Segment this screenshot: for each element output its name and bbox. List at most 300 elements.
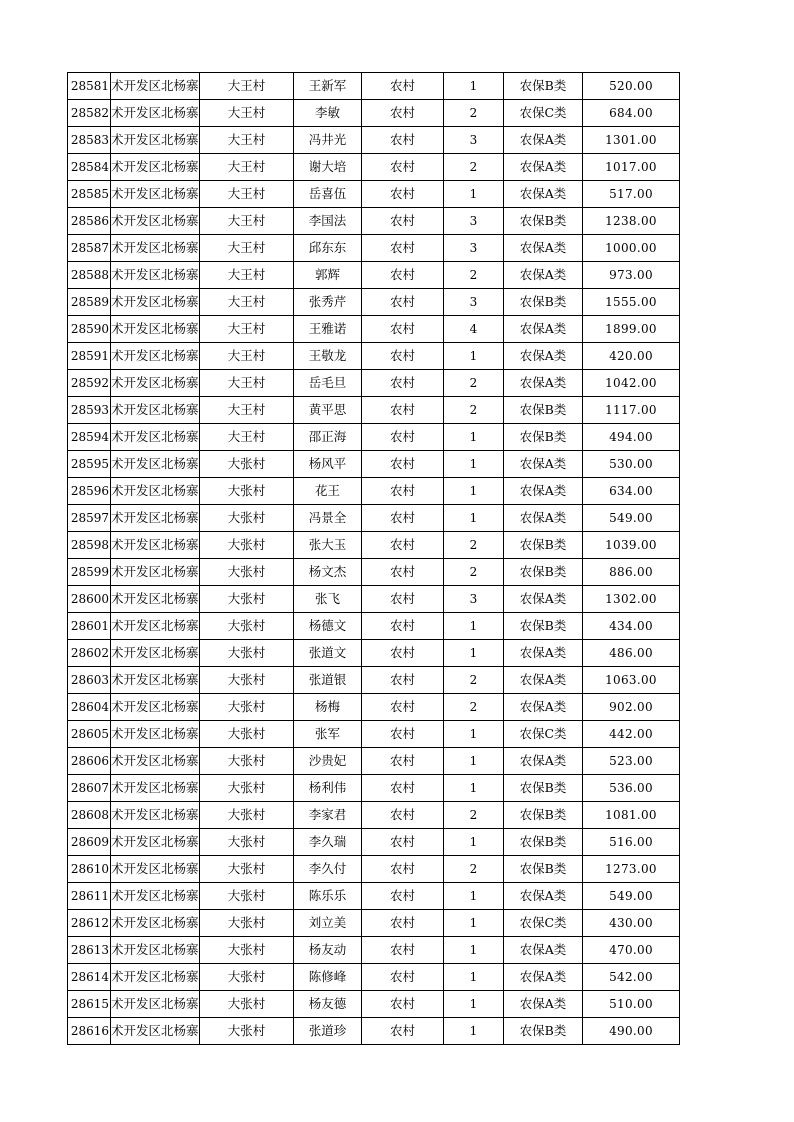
- amount-cell: 1301.00: [583, 127, 680, 154]
- household-count-cell: 3: [444, 289, 504, 316]
- township-cell: 术开发区北杨寨: [111, 613, 200, 640]
- person-name-cell: 李敏: [294, 100, 362, 127]
- household-count-cell: 1: [444, 640, 504, 667]
- village-cell: 大张村: [200, 694, 294, 721]
- township-cell: 术开发区北杨寨: [111, 937, 200, 964]
- table-row: [68, 289, 680, 316]
- household-count-cell: 1: [444, 964, 504, 991]
- record-id-cell: 28604: [68, 694, 111, 721]
- household-count-cell: 2: [444, 397, 504, 424]
- table-row: [68, 424, 680, 451]
- household-count-cell: 1: [444, 181, 504, 208]
- township-cell: 术开发区北杨寨: [111, 721, 200, 748]
- insurance-category-cell: 农保A类: [504, 370, 583, 397]
- amount-cell: 1000.00: [583, 235, 680, 262]
- person-name-cell: 王雅诺: [294, 316, 362, 343]
- township-cell: 术开发区北杨寨: [111, 856, 200, 883]
- area-type-cell: 农村: [362, 289, 444, 316]
- village-cell: 大张村: [200, 640, 294, 667]
- table-row: [68, 829, 680, 856]
- amount-cell: 1302.00: [583, 586, 680, 613]
- amount-cell: 486.00: [583, 640, 680, 667]
- amount-cell: 1063.00: [583, 667, 680, 694]
- area-type-cell: 农村: [362, 127, 444, 154]
- table-row: [68, 370, 680, 397]
- household-count-cell: 1: [444, 73, 504, 100]
- village-cell: 大王村: [200, 127, 294, 154]
- table-row: [68, 640, 680, 667]
- table-row: [68, 397, 680, 424]
- record-id-cell: 28605: [68, 721, 111, 748]
- area-type-cell: 农村: [362, 397, 444, 424]
- village-cell: 大张村: [200, 775, 294, 802]
- household-count-cell: 1: [444, 775, 504, 802]
- area-type-cell: 农村: [362, 883, 444, 910]
- table-row: [68, 964, 680, 991]
- record-id-cell: 28600: [68, 586, 111, 613]
- village-cell: 大王村: [200, 397, 294, 424]
- amount-cell: 549.00: [583, 505, 680, 532]
- person-name-cell: 陈修峰: [294, 964, 362, 991]
- township-cell: 术开发区北杨寨: [111, 775, 200, 802]
- township-cell: 术开发区北杨寨: [111, 370, 200, 397]
- area-type-cell: 农村: [362, 505, 444, 532]
- table-row: [68, 343, 680, 370]
- insurance-category-cell: 农保C类: [504, 721, 583, 748]
- village-cell: 大王村: [200, 208, 294, 235]
- household-count-cell: 1: [444, 424, 504, 451]
- village-cell: 大王村: [200, 262, 294, 289]
- household-count-cell: 2: [444, 694, 504, 721]
- township-cell: 术开发区北杨寨: [111, 208, 200, 235]
- township-cell: 术开发区北杨寨: [111, 100, 200, 127]
- record-id-cell: 28583: [68, 127, 111, 154]
- township-cell: 术开发区北杨寨: [111, 451, 200, 478]
- area-type-cell: 农村: [362, 991, 444, 1018]
- insurance-category-cell: 农保C类: [504, 100, 583, 127]
- village-cell: 大张村: [200, 721, 294, 748]
- amount-cell: 434.00: [583, 613, 680, 640]
- township-cell: 术开发区北杨寨: [111, 397, 200, 424]
- amount-cell: 470.00: [583, 937, 680, 964]
- insurance-category-cell: 农保A类: [504, 478, 583, 505]
- person-name-cell: 岳喜伍: [294, 181, 362, 208]
- record-id-cell: 28611: [68, 883, 111, 910]
- amount-cell: 684.00: [583, 100, 680, 127]
- insurance-category-cell: 农保B类: [504, 424, 583, 451]
- table-row: [68, 775, 680, 802]
- table-row: [68, 262, 680, 289]
- person-name-cell: 杨风平: [294, 451, 362, 478]
- amount-cell: 420.00: [583, 343, 680, 370]
- village-cell: 大张村: [200, 667, 294, 694]
- record-id-cell: 28582: [68, 100, 111, 127]
- table-row: [68, 856, 680, 883]
- person-name-cell: 杨梅: [294, 694, 362, 721]
- township-cell: 术开发区北杨寨: [111, 559, 200, 586]
- amount-cell: 1555.00: [583, 289, 680, 316]
- amount-cell: 1117.00: [583, 397, 680, 424]
- person-name-cell: 王敬龙: [294, 343, 362, 370]
- amount-cell: 1017.00: [583, 154, 680, 181]
- household-count-cell: 2: [444, 370, 504, 397]
- record-id-cell: 28601: [68, 613, 111, 640]
- village-cell: 大王村: [200, 235, 294, 262]
- village-cell: 大张村: [200, 559, 294, 586]
- village-cell: 大王村: [200, 370, 294, 397]
- table-row: [68, 73, 680, 100]
- record-id-cell: 28585: [68, 181, 111, 208]
- table-row: [68, 667, 680, 694]
- person-name-cell: 冯景全: [294, 505, 362, 532]
- amount-cell: 1238.00: [583, 208, 680, 235]
- village-cell: 大张村: [200, 748, 294, 775]
- township-cell: 术开发区北杨寨: [111, 640, 200, 667]
- insurance-category-cell: 农保A类: [504, 991, 583, 1018]
- insurance-category-cell: 农保A类: [504, 343, 583, 370]
- township-cell: 术开发区北杨寨: [111, 343, 200, 370]
- township-cell: 术开发区北杨寨: [111, 73, 200, 100]
- table-row: [68, 154, 680, 181]
- record-id-cell: 28614: [68, 964, 111, 991]
- insurance-category-cell: 农保A类: [504, 154, 583, 181]
- record-id-cell: 28615: [68, 991, 111, 1018]
- township-cell: 术开发区北杨寨: [111, 991, 200, 1018]
- record-id-cell: 28602: [68, 640, 111, 667]
- household-count-cell: 1: [444, 910, 504, 937]
- amount-cell: 1899.00: [583, 316, 680, 343]
- village-cell: 大王村: [200, 316, 294, 343]
- village-cell: 大王村: [200, 424, 294, 451]
- area-type-cell: 农村: [362, 559, 444, 586]
- amount-cell: 430.00: [583, 910, 680, 937]
- village-cell: 大王村: [200, 181, 294, 208]
- table-row: [68, 532, 680, 559]
- household-count-cell: 3: [444, 208, 504, 235]
- village-cell: 大张村: [200, 532, 294, 559]
- village-cell: 大张村: [200, 991, 294, 1018]
- amount-cell: 973.00: [583, 262, 680, 289]
- table-row: [68, 127, 680, 154]
- record-id-cell: 28607: [68, 775, 111, 802]
- record-id-cell: 28616: [68, 1018, 111, 1045]
- household-count-cell: 2: [444, 559, 504, 586]
- village-cell: 大王村: [200, 289, 294, 316]
- area-type-cell: 农村: [362, 586, 444, 613]
- village-cell: 大张村: [200, 910, 294, 937]
- village-cell: 大张村: [200, 478, 294, 505]
- person-name-cell: 岳毛旦: [294, 370, 362, 397]
- record-id-cell: 28586: [68, 208, 111, 235]
- village-cell: 大张村: [200, 883, 294, 910]
- area-type-cell: 农村: [362, 262, 444, 289]
- household-count-cell: 1: [444, 1018, 504, 1045]
- table-row: [68, 937, 680, 964]
- amount-cell: 542.00: [583, 964, 680, 991]
- household-count-cell: 1: [444, 343, 504, 370]
- person-name-cell: 李久瑞: [294, 829, 362, 856]
- household-count-cell: 1: [444, 478, 504, 505]
- record-id-cell: 28597: [68, 505, 111, 532]
- household-count-cell: 3: [444, 235, 504, 262]
- table-row: [68, 451, 680, 478]
- township-cell: 术开发区北杨寨: [111, 748, 200, 775]
- insurance-category-cell: 农保A类: [504, 451, 583, 478]
- township-cell: 术开发区北杨寨: [111, 964, 200, 991]
- person-name-cell: 杨友德: [294, 991, 362, 1018]
- table-row: [68, 991, 680, 1018]
- area-type-cell: 农村: [362, 370, 444, 397]
- table-row: [68, 910, 680, 937]
- household-count-cell: 1: [444, 505, 504, 532]
- township-cell: 术开发区北杨寨: [111, 181, 200, 208]
- person-name-cell: 邱东东: [294, 235, 362, 262]
- person-name-cell: 郭辉: [294, 262, 362, 289]
- person-name-cell: 张大玉: [294, 532, 362, 559]
- insurance-category-cell: 农保B类: [504, 208, 583, 235]
- household-count-cell: 2: [444, 802, 504, 829]
- record-id-cell: 28584: [68, 154, 111, 181]
- amount-cell: 1081.00: [583, 802, 680, 829]
- township-cell: 术开发区北杨寨: [111, 802, 200, 829]
- household-count-cell: 2: [444, 262, 504, 289]
- person-name-cell: 张秀芹: [294, 289, 362, 316]
- insurance-category-cell: 农保A类: [504, 586, 583, 613]
- household-count-cell: 1: [444, 829, 504, 856]
- insurance-category-cell: 农保B类: [504, 559, 583, 586]
- insurance-category-cell: 农保A类: [504, 883, 583, 910]
- amount-cell: 1273.00: [583, 856, 680, 883]
- household-count-cell: 2: [444, 154, 504, 181]
- area-type-cell: 农村: [362, 748, 444, 775]
- village-cell: 大王村: [200, 343, 294, 370]
- insurance-category-cell: 农保B类: [504, 532, 583, 559]
- household-count-cell: 2: [444, 100, 504, 127]
- person-name-cell: 杨德文: [294, 613, 362, 640]
- insurance-category-cell: 农保A类: [504, 640, 583, 667]
- amount-cell: 517.00: [583, 181, 680, 208]
- area-type-cell: 农村: [362, 343, 444, 370]
- township-cell: 术开发区北杨寨: [111, 883, 200, 910]
- household-count-cell: 1: [444, 451, 504, 478]
- insurance-category-cell: 农保A类: [504, 694, 583, 721]
- township-cell: 术开发区北杨寨: [111, 1018, 200, 1045]
- area-type-cell: 农村: [362, 478, 444, 505]
- person-name-cell: 花王: [294, 478, 362, 505]
- table-row: [68, 802, 680, 829]
- record-id-cell: 28588: [68, 262, 111, 289]
- record-id-cell: 28595: [68, 451, 111, 478]
- amount-cell: 442.00: [583, 721, 680, 748]
- person-name-cell: 陈乐乐: [294, 883, 362, 910]
- record-id-cell: 28592: [68, 370, 111, 397]
- table-row: [68, 559, 680, 586]
- subsidy-table: [67, 72, 680, 1045]
- amount-cell: 530.00: [583, 451, 680, 478]
- area-type-cell: 农村: [362, 424, 444, 451]
- record-id-cell: 28594: [68, 424, 111, 451]
- table-row: [68, 100, 680, 127]
- insurance-category-cell: 农保A类: [504, 181, 583, 208]
- household-count-cell: 1: [444, 883, 504, 910]
- amount-cell: 902.00: [583, 694, 680, 721]
- amount-cell: 510.00: [583, 991, 680, 1018]
- amount-cell: 494.00: [583, 424, 680, 451]
- insurance-category-cell: 农保B类: [504, 829, 583, 856]
- area-type-cell: 农村: [362, 775, 444, 802]
- insurance-category-cell: 农保B类: [504, 397, 583, 424]
- village-cell: 大张村: [200, 964, 294, 991]
- village-cell: 大张村: [200, 505, 294, 532]
- area-type-cell: 农村: [362, 856, 444, 883]
- person-name-cell: 黄平思: [294, 397, 362, 424]
- area-type-cell: 农村: [362, 694, 444, 721]
- village-cell: 大王村: [200, 73, 294, 100]
- village-cell: 大张村: [200, 586, 294, 613]
- area-type-cell: 农村: [362, 100, 444, 127]
- village-cell: 大张村: [200, 937, 294, 964]
- record-id-cell: 28609: [68, 829, 111, 856]
- household-count-cell: 1: [444, 748, 504, 775]
- area-type-cell: 农村: [362, 640, 444, 667]
- amount-cell: 1039.00: [583, 532, 680, 559]
- person-name-cell: 张道银: [294, 667, 362, 694]
- table-row: [68, 721, 680, 748]
- insurance-category-cell: 农保B类: [504, 802, 583, 829]
- amount-cell: 886.00: [583, 559, 680, 586]
- record-id-cell: 28613: [68, 937, 111, 964]
- person-name-cell: 杨友动: [294, 937, 362, 964]
- area-type-cell: 农村: [362, 235, 444, 262]
- insurance-category-cell: 农保B类: [504, 856, 583, 883]
- township-cell: 术开发区北杨寨: [111, 289, 200, 316]
- record-id-cell: 28591: [68, 343, 111, 370]
- person-name-cell: 王新军: [294, 73, 362, 100]
- record-id-cell: 28612: [68, 910, 111, 937]
- insurance-category-cell: 农保A类: [504, 748, 583, 775]
- person-name-cell: 李国法: [294, 208, 362, 235]
- person-name-cell: 杨文杰: [294, 559, 362, 586]
- household-count-cell: 4: [444, 316, 504, 343]
- township-cell: 术开发区北杨寨: [111, 235, 200, 262]
- record-id-cell: 28603: [68, 667, 111, 694]
- person-name-cell: 邵正海: [294, 424, 362, 451]
- village-cell: 大张村: [200, 451, 294, 478]
- insurance-category-cell: 农保A类: [504, 262, 583, 289]
- person-name-cell: 张军: [294, 721, 362, 748]
- township-cell: 术开发区北杨寨: [111, 532, 200, 559]
- household-count-cell: 2: [444, 667, 504, 694]
- village-cell: 大张村: [200, 1018, 294, 1045]
- village-cell: 大张村: [200, 856, 294, 883]
- insurance-category-cell: 农保C类: [504, 910, 583, 937]
- insurance-category-cell: 农保B类: [504, 1018, 583, 1045]
- area-type-cell: 农村: [362, 721, 444, 748]
- table-row: [68, 586, 680, 613]
- area-type-cell: 农村: [362, 613, 444, 640]
- table-row: [68, 1018, 680, 1045]
- township-cell: 术开发区北杨寨: [111, 829, 200, 856]
- record-id-cell: 28589: [68, 289, 111, 316]
- household-count-cell: 2: [444, 532, 504, 559]
- insurance-category-cell: 农保A类: [504, 505, 583, 532]
- township-cell: 术开发区北杨寨: [111, 127, 200, 154]
- record-id-cell: 28610: [68, 856, 111, 883]
- table-row: [68, 316, 680, 343]
- household-count-cell: 3: [444, 127, 504, 154]
- table-row: [68, 694, 680, 721]
- village-cell: 大王村: [200, 100, 294, 127]
- insurance-category-cell: 农保A类: [504, 316, 583, 343]
- area-type-cell: 农村: [362, 154, 444, 181]
- person-name-cell: 张飞: [294, 586, 362, 613]
- area-type-cell: 农村: [362, 451, 444, 478]
- area-type-cell: 农村: [362, 1018, 444, 1045]
- township-cell: 术开发区北杨寨: [111, 478, 200, 505]
- township-cell: 术开发区北杨寨: [111, 424, 200, 451]
- insurance-category-cell: 农保A类: [504, 667, 583, 694]
- person-name-cell: 谢大培: [294, 154, 362, 181]
- record-id-cell: 28599: [68, 559, 111, 586]
- table-row: [68, 478, 680, 505]
- insurance-category-cell: 农保A类: [504, 235, 583, 262]
- insurance-category-cell: 农保B类: [504, 289, 583, 316]
- area-type-cell: 农村: [362, 937, 444, 964]
- household-count-cell: 1: [444, 991, 504, 1018]
- amount-cell: 523.00: [583, 748, 680, 775]
- village-cell: 大张村: [200, 829, 294, 856]
- village-cell: 大张村: [200, 802, 294, 829]
- table-row: [68, 505, 680, 532]
- amount-cell: 1042.00: [583, 370, 680, 397]
- amount-cell: 549.00: [583, 883, 680, 910]
- township-cell: 术开发区北杨寨: [111, 694, 200, 721]
- record-id-cell: 28587: [68, 235, 111, 262]
- table-row: [68, 208, 680, 235]
- township-cell: 术开发区北杨寨: [111, 316, 200, 343]
- area-type-cell: 农村: [362, 532, 444, 559]
- record-id-cell: 28596: [68, 478, 111, 505]
- amount-cell: 490.00: [583, 1018, 680, 1045]
- household-count-cell: 1: [444, 721, 504, 748]
- area-type-cell: 农村: [362, 316, 444, 343]
- person-name-cell: 张道文: [294, 640, 362, 667]
- area-type-cell: 农村: [362, 181, 444, 208]
- insurance-category-cell: 农保A类: [504, 937, 583, 964]
- person-name-cell: 李家君: [294, 802, 362, 829]
- insurance-category-cell: 农保B类: [504, 775, 583, 802]
- village-cell: 大王村: [200, 154, 294, 181]
- person-name-cell: 李久付: [294, 856, 362, 883]
- person-name-cell: 沙贵妃: [294, 748, 362, 775]
- record-id-cell: 28593: [68, 397, 111, 424]
- amount-cell: 634.00: [583, 478, 680, 505]
- township-cell: 术开发区北杨寨: [111, 154, 200, 181]
- insurance-category-cell: 农保A类: [504, 964, 583, 991]
- area-type-cell: 农村: [362, 667, 444, 694]
- amount-cell: 520.00: [583, 73, 680, 100]
- person-name-cell: 张道珍: [294, 1018, 362, 1045]
- amount-cell: 516.00: [583, 829, 680, 856]
- record-id-cell: 28590: [68, 316, 111, 343]
- township-cell: 术开发区北杨寨: [111, 262, 200, 289]
- township-cell: 术开发区北杨寨: [111, 586, 200, 613]
- household-count-cell: 3: [444, 586, 504, 613]
- person-name-cell: 冯井光: [294, 127, 362, 154]
- table-row: [68, 748, 680, 775]
- household-count-cell: 2: [444, 856, 504, 883]
- table-row: [68, 181, 680, 208]
